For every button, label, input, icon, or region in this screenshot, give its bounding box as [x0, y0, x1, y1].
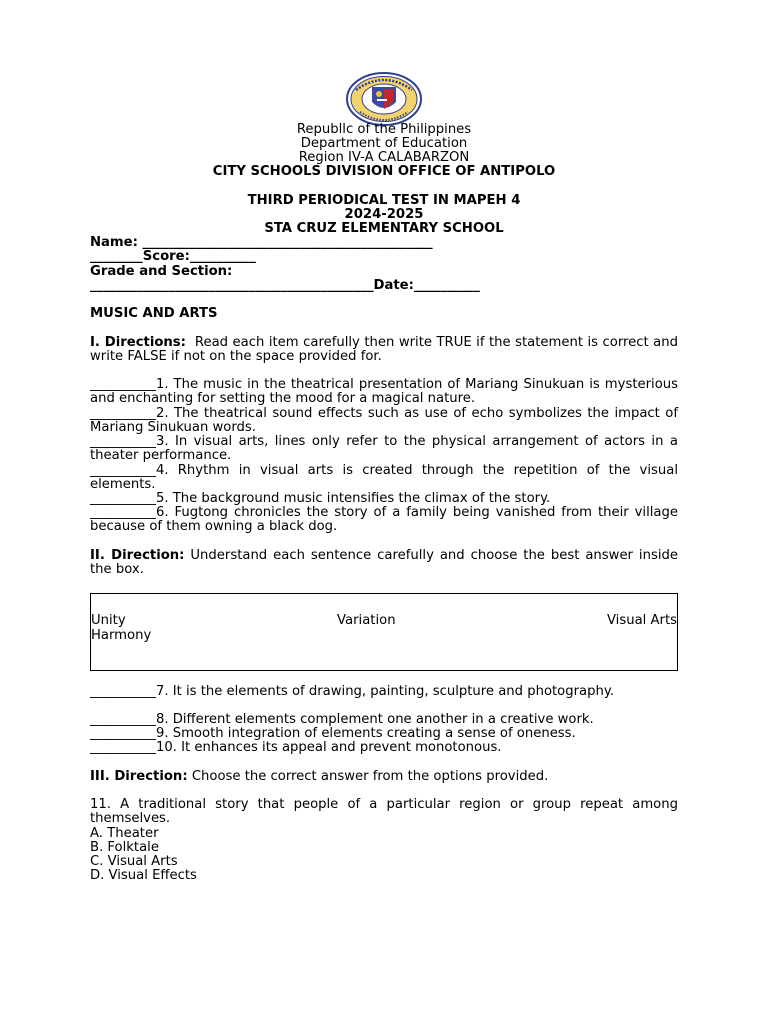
item-8: __________8. Different elements complement one another in a creative work. [90, 712, 594, 727]
question-11: 11. A traditional story that people of a particular region or group repeat among themselves. [90, 797, 678, 827]
choice-variation: Variation [337, 613, 396, 628]
option-d: D. Visual Effects [90, 868, 197, 883]
choices-row [91, 614, 677, 628]
part2-heading: II. Direction: [90, 548, 185, 563]
part3-directions [90, 770, 678, 784]
part2-directions [90, 549, 678, 577]
header-division-office: CITY SCHOOLS DIVISION OFFICE OF ANTIPOLO [212, 164, 556, 179]
choice-visual-arts: Visual Arts [606, 613, 677, 628]
date-field: ___________________________________________Date:__________ [90, 278, 480, 293]
part3-heading: III. Direction: [90, 769, 188, 784]
item-3: __________3. In visual arts, lines only refer to the physical arrangement of actors in a theater performance. [90, 434, 678, 464]
deped-seal-logo [332, 72, 436, 126]
test-title: THIRD PERIODICAL TEST IN MAPEH 4 [247, 193, 521, 208]
header-line-department: Department of Education [300, 136, 468, 151]
name-field: Name: ____________________________________________ [90, 235, 433, 250]
answer-choices-box [90, 593, 678, 671]
school-name: STA CRUZ ELEMENTARY SCHOOL [264, 221, 504, 236]
choice-unity: Unity [91, 613, 126, 628]
part1-text: Read each item carefully then write TRUE if the statement is correct and write FALSE if not on the space provided for. [90, 335, 678, 365]
item-7: __________7. It is the elements of drawing, painting, sculpture and photography. [90, 684, 614, 699]
option-c: C. Visual Arts [90, 854, 178, 869]
item-1: __________1. The music in the theatrical presentation of Mariang Sinukuan is mysterious and enchanting for setting the mood for a magical nature. [90, 377, 678, 407]
option-b: B. Folktale [90, 840, 159, 855]
option-a: A. Theater [90, 826, 159, 841]
item-6: __________6. Fugtong chronicles the story of a family being vanished from their village because of them owning a black dog. [90, 505, 678, 535]
item-5: __________5. The background music intensifies the climax of the story. [90, 491, 551, 506]
school-year: 2024-2025 [344, 207, 424, 222]
item-2: __________2. The theatrical sound effects such as use of echo symbolizes the impact of Mariang Sinukuan words. [90, 406, 678, 436]
item-9: __________9. Smooth integration of elements creating a sense of oneness. [90, 726, 576, 741]
choice-harmony: Harmony [91, 628, 152, 643]
header-line-republic: Republlc of the Philippines [296, 122, 472, 137]
grade-section-field: Grade and Section: [90, 264, 233, 279]
item-10: __________10. It enhances its appeal and prevent monotonous. [90, 740, 502, 755]
part1-directions [90, 336, 678, 364]
part3-text: Choose the correct answer from the options provided. [191, 769, 549, 784]
section-title: MUSIC AND ARTS [90, 306, 218, 321]
part1-heading: I. Directions: [90, 335, 186, 350]
part2-text: Understand each sentence carefully and choose the best answer inside the box. [90, 548, 678, 578]
score-field: ________Score:__________ [90, 249, 256, 264]
header-line-region: Region IV-A CALABARZON [298, 150, 470, 165]
item-4: __________4. Rhythm in visual arts is created through the repetition of the visual elements. [90, 463, 678, 493]
